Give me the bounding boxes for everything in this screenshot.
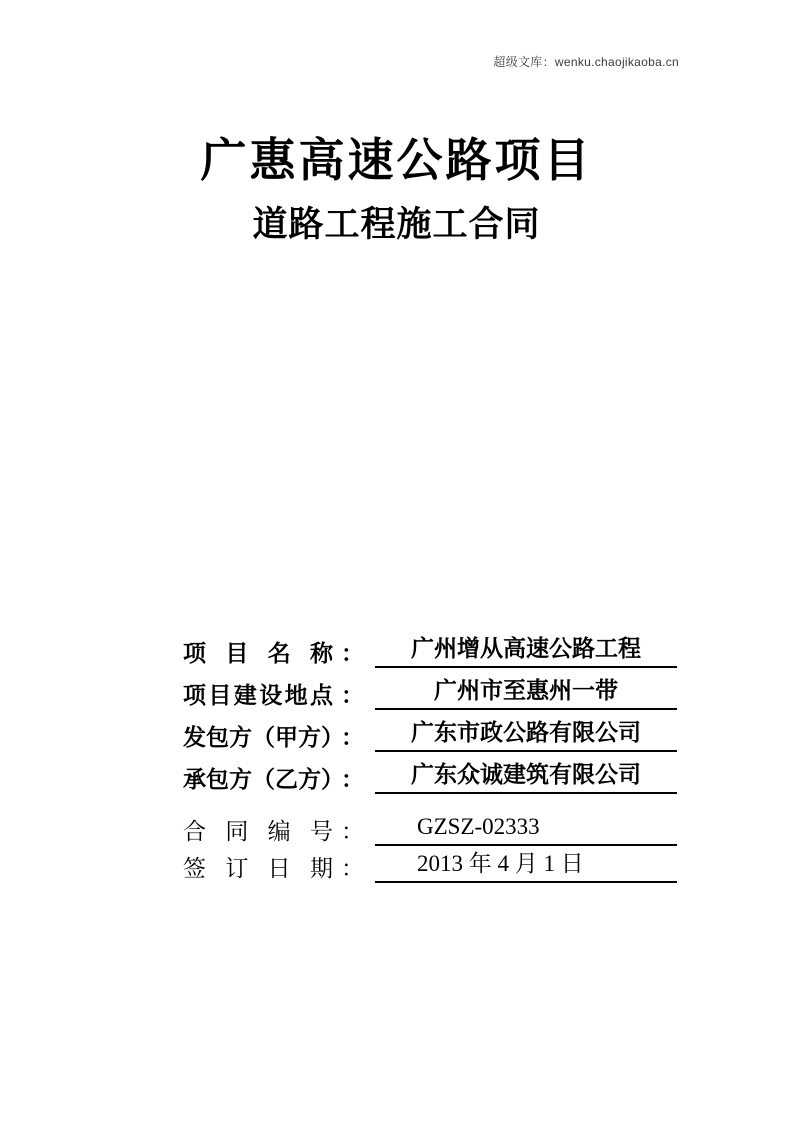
contractor-party-b-value: 广东众诚建筑有限公司	[375, 761, 677, 794]
colon-separator: ：	[341, 724, 364, 751]
signing-date-value: 2013 年 4 月 1 日	[375, 850, 677, 883]
form-row-employer-party-a	[183, 710, 677, 752]
watermark-text: 超级文库：wenku.chaojikaoba.cn	[493, 55, 679, 69]
contract-number-value: GZSZ-02333	[375, 813, 677, 846]
form-row-contractor-party-b	[183, 752, 677, 794]
document-title: 广惠高速公路项目	[200, 135, 593, 186]
colon-separator: ：	[341, 682, 364, 709]
form-row-signing-date	[183, 846, 677, 883]
colon-separator: ：	[341, 766, 364, 793]
colon-separator: ：	[341, 818, 364, 845]
document-subtitle: 道路工程施工合同	[252, 205, 541, 244]
cover-form	[183, 626, 677, 883]
colon-separator: ：	[341, 855, 364, 882]
form-row-project-location	[183, 668, 677, 710]
project-name-label: 项目名称	[183, 640, 333, 667]
employer-party-a-value: 广东市政公路有限公司	[375, 719, 677, 752]
signing-date-label: 签订日期	[183, 855, 333, 882]
form-row-contract-number	[183, 804, 677, 846]
project-location-value: 广州市至惠州一带	[375, 677, 677, 710]
project-location-label: 项目建设地点	[183, 682, 333, 709]
project-name-value: 广州增从高速公路工程	[375, 635, 677, 668]
colon-separator: ：	[341, 640, 364, 667]
employer-party-a-label: 发包方（甲方）	[183, 724, 344, 751]
form-row-project-name	[183, 626, 677, 668]
contract-number-label: 合同编号	[183, 818, 333, 845]
contractor-party-b-label: 承包方（乙方）	[183, 766, 344, 793]
